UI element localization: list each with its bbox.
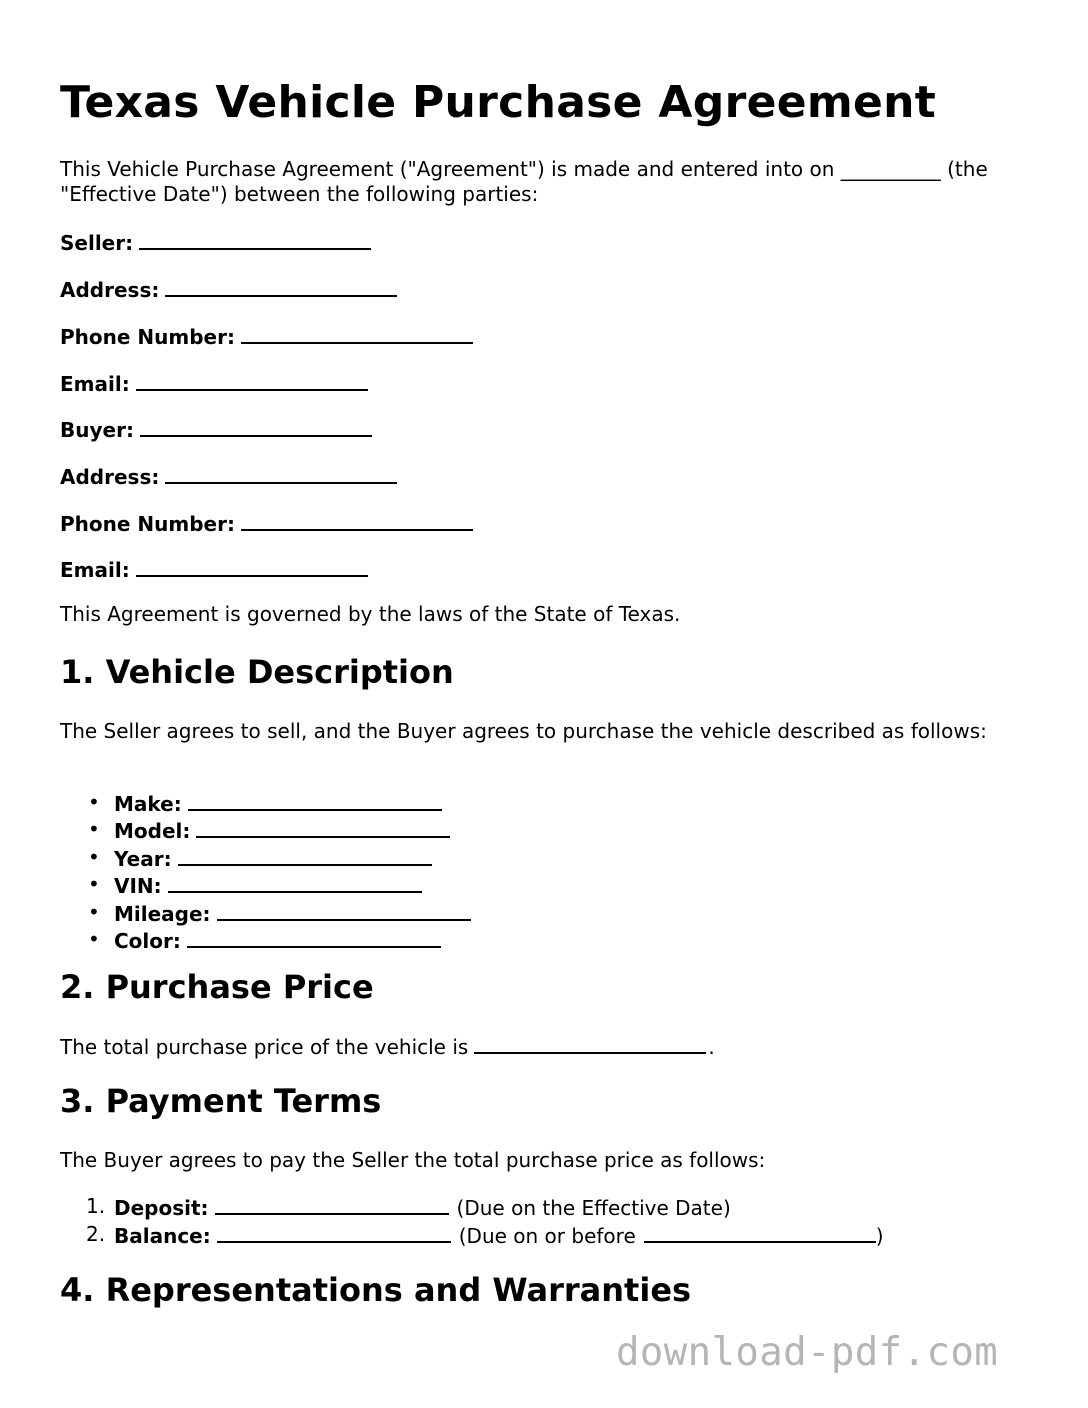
buyer-email-blank[interactable]: [136, 556, 368, 577]
buyer-name-label: Buyer:: [60, 418, 134, 442]
deposit-label: Deposit:: [114, 1196, 209, 1220]
buyer-name-blank[interactable]: [140, 416, 372, 437]
purchase-price-text-after: .: [708, 1035, 715, 1059]
list-item: [60, 790, 471, 817]
purchase-price-text: [60, 1033, 715, 1060]
section-4-heading: 4. Representations and Warranties: [60, 1271, 692, 1309]
section-2-heading: 2. Purchase Price: [60, 968, 374, 1006]
document-title: Texas Vehicle Purchase Agreement: [60, 77, 937, 128]
buyer-phone-blank[interactable]: [241, 510, 473, 531]
vehicle-description-list: [60, 790, 471, 954]
section-3-heading: 3. Payment Terms: [60, 1082, 382, 1120]
vin-label: VIN:: [114, 874, 162, 899]
seller-email-label: Email:: [60, 372, 130, 396]
list-item: [60, 927, 471, 954]
seller-phone-blank[interactable]: [241, 323, 473, 344]
year-blank[interactable]: [178, 845, 432, 866]
seller-email-field: [60, 370, 368, 397]
balance-number: 2.: [86, 1221, 106, 1246]
buyer-phone-label: Phone Number:: [60, 512, 235, 536]
model-blank[interactable]: [196, 817, 450, 838]
list-item: [60, 872, 471, 899]
deposit-number: 1.: [86, 1194, 106, 1218]
watermark: download-pdf.com: [616, 1330, 999, 1375]
balance-blank[interactable]: [217, 1222, 451, 1243]
governing-law-text: This Agreement is governed by the laws of the State of Texas.: [60, 602, 681, 626]
make-label: Make:: [114, 792, 182, 816]
color-blank[interactable]: [187, 927, 441, 948]
seller-address-label: Address:: [60, 278, 160, 302]
buyer-address-label: Address:: [60, 465, 160, 489]
seller-name-blank[interactable]: [139, 229, 371, 250]
seller-address-blank[interactable]: [165, 276, 397, 297]
intro-paragraph: This Vehicle Purchase Agreement ("Agreement") is made and entered into on __________ (the "Effective Date") between the following parties:: [60, 157, 988, 206]
buyer-name-field: [60, 416, 372, 443]
seller-address-field: [60, 276, 397, 303]
payment-terms-list: [60, 1194, 884, 1249]
model-label: Model:: [114, 819, 191, 844]
buyer-address-blank[interactable]: [165, 463, 397, 484]
balance-due-date-blank[interactable]: [644, 1222, 876, 1243]
mileage-label: Mileage:: [114, 901, 211, 926]
vin-blank[interactable]: [168, 872, 422, 893]
list-item: [60, 1222, 884, 1250]
section-1-text: The Seller agrees to sell, and the Buyer agrees to purchase the vehicle described as follows:: [60, 719, 987, 743]
buyer-address-field: [60, 463, 397, 490]
buyer-phone-field: [60, 510, 473, 537]
make-blank[interactable]: [188, 790, 442, 811]
balance-label: Balance:: [114, 1223, 211, 1248]
seller-name-label: Seller:: [60, 231, 134, 255]
purchase-price-blank[interactable]: [474, 1033, 706, 1054]
list-item: [60, 900, 471, 927]
color-label: Color:: [114, 929, 181, 954]
deposit-note: (Due on the Effective Date): [456, 1196, 731, 1220]
seller-name-field: [60, 229, 371, 256]
seller-email-blank[interactable]: [136, 370, 368, 391]
year-label: Year:: [114, 846, 172, 871]
mileage-blank[interactable]: [217, 900, 471, 921]
section-3-text: The Buyer agrees to pay the Seller the total purchase price as follows:: [60, 1148, 766, 1172]
seller-phone-field: [60, 323, 473, 350]
section-1-heading: 1. Vehicle Description: [60, 653, 454, 691]
buyer-email-label: Email:: [60, 558, 130, 582]
purchase-price-text-before: The total purchase price of the vehicle is: [60, 1035, 469, 1059]
seller-phone-label: Phone Number:: [60, 325, 235, 349]
buyer-email-field: [60, 556, 368, 583]
list-item: [60, 817, 471, 844]
balance-note-after: ): [875, 1223, 884, 1248]
list-item: [60, 1194, 884, 1222]
deposit-blank[interactable]: [215, 1194, 449, 1215]
balance-note-before: (Due on or before: [458, 1223, 636, 1248]
list-item: [60, 845, 471, 872]
